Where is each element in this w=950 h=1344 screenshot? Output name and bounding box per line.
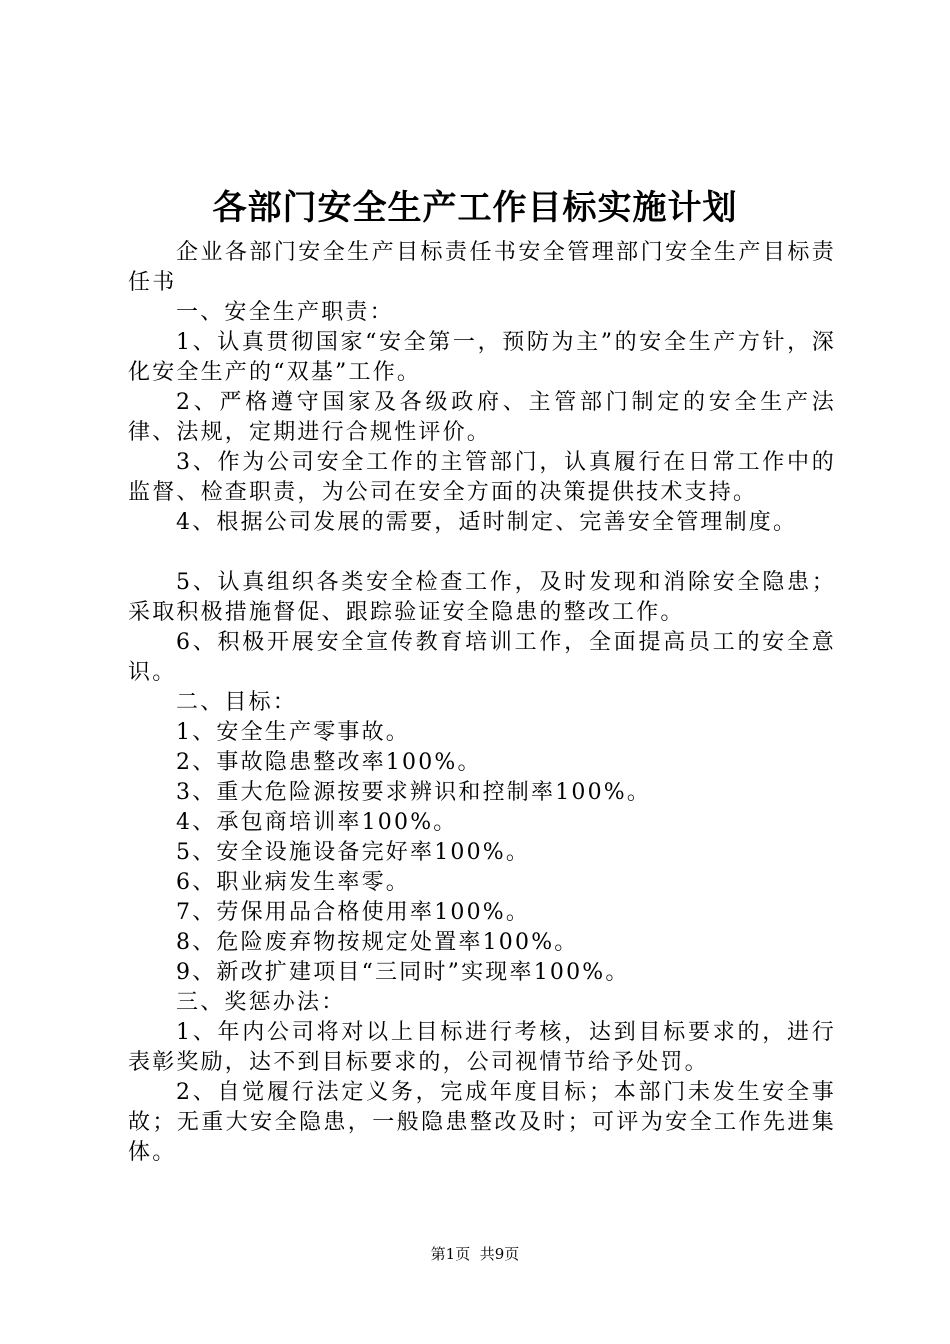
section-heading-duties: 一、安全生产职责： <box>176 300 394 325</box>
section-heading-goals: 二、目标： <box>176 690 298 715</box>
duty-item-5: 5、认真组织各类安全检查工作，及时发现和消除安全隐患；采取积极措施督促、跟踪验证安全隐患的整改工作。 <box>128 570 836 625</box>
reward-item-2: 2、自觉履行法定义务，完成年度目标；本部门未发生安全事故；无重大安全隐患，一般隐患整改及时；可评为安全工作先进集体。 <box>128 1080 836 1165</box>
duty-item-6: 6、积极开展安全宣传教育培训工作，全面提高员工的安全意识。 <box>128 630 836 685</box>
page-footer <box>0 1242 950 1266</box>
goal-item-3: 3、重大危险源按要求辨识和控制率100%。 <box>176 780 652 805</box>
goal-item-1: 1、安全生产零事故。 <box>176 720 410 745</box>
goal-item-4: 4、承包商培训率100%。 <box>176 810 458 835</box>
goal-item-9: 9、新改扩建项目“三同时”实现率100%。 <box>176 960 630 985</box>
page-number: 第1页 <box>430 1245 471 1263</box>
document-title: 各部门安全生产工作目标实施计划 <box>212 188 738 228</box>
goal-item-5: 5、安全设施设备完好率100%。 <box>176 840 531 865</box>
paragraph-intro: 企业各部门安全生产目标责任书安全管理部门安全生产目标责任书 <box>128 240 836 295</box>
goal-item-2: 2、事故隐患整改率100%。 <box>176 750 482 775</box>
document-body <box>128 238 836 1168</box>
section-heading-rewards: 三、奖惩办法： <box>176 990 346 1015</box>
duty-item-4: 4、根据公司发展的需要，适时制定、完善安全管理制度。 <box>176 510 798 535</box>
blank-line <box>128 538 836 568</box>
duty-item-2: 2、严格遵守国家及各级政府、主管部门制定的安全生产法律、法规，定期进行合规性评价。 <box>128 390 836 445</box>
duty-item-3: 3、作为公司安全工作的主管部门，认真履行在日常工作中的监督、检查职责，为公司在安全方面的决策提供技术支持。 <box>128 450 836 505</box>
goal-item-6: 6、职业病发生率零。 <box>176 870 410 895</box>
goal-item-8: 8、危险废弃物按规定处置率100%。 <box>176 930 579 955</box>
goal-item-7: 7、劳保用品合格使用率100%。 <box>176 900 531 925</box>
page-total: 共9页 <box>479 1245 520 1263</box>
reward-item-1: 1、年内公司将对以上目标进行考核，达到目标要求的，进行表彰奖励，达不到目标要求的，公司视情节给予处罚。 <box>128 1020 836 1075</box>
duty-item-1: 1、认真贯彻国家“安全第一，预防为主”的安全生产方针，深化安全生产的“双基”工作。 <box>128 330 836 385</box>
